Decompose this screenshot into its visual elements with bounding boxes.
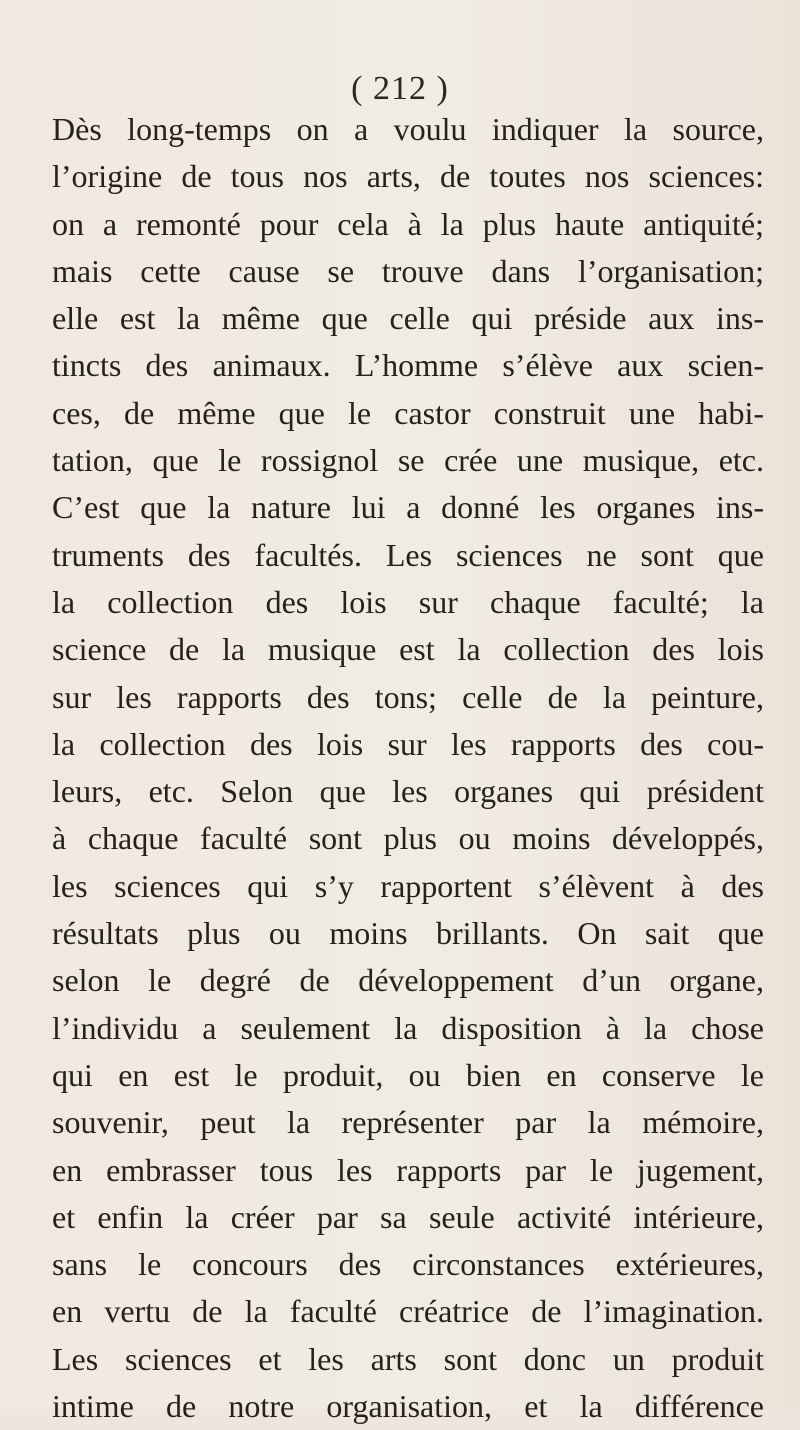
text-line: intime de notre organisation, et la différence — [52, 1388, 764, 1425]
text-line: à chaque faculté sont plus ou moins développés, — [52, 820, 764, 857]
text-line: les sciences qui s’y rapportent s’élèvent à des — [52, 867, 764, 904]
text-line: la collection des lois sur les rapports des cou- — [52, 725, 764, 762]
text-line: sans le concours des circonstances extérieures, — [52, 1246, 764, 1283]
text-line: l’origine de tous nos arts, de toutes nos sciences: — [52, 158, 764, 195]
text-line: on a remonté pour cela à la plus haute antiquité; — [52, 205, 764, 242]
page-number: ( 212 ) — [351, 70, 449, 107]
text-line: résultats plus ou moins brillants. On sait que — [52, 915, 764, 952]
text-line: la collection des lois sur chaque faculté; la — [52, 583, 764, 620]
text-line: C’est que la nature lui a donné les organes ins- — [52, 489, 764, 526]
text-line: ces, de même que le castor construit une habi- — [52, 394, 764, 431]
text-line: tation, que le rossignol se crée une musique, etc. — [52, 442, 764, 479]
body-text — [52, 106, 764, 1430]
text-line: leurs, etc. Selon que les organes qui président — [52, 773, 764, 810]
text-line: science de la musique est la collection des lois — [52, 631, 764, 668]
text-line: truments des facultés. Les sciences ne sont que — [52, 536, 764, 573]
text-line: Les sciences et les arts sont donc un produit — [52, 1340, 764, 1377]
text-line: et enfin la créer par sa seule activité intérieure, — [52, 1198, 764, 1235]
text-line: Dès long-temps on a voulu indiquer la source, — [52, 111, 764, 147]
text-line: l’individu a seulement la disposition à la chose — [52, 1009, 764, 1046]
text-line: selon le degré de développement d’un organe, — [52, 962, 764, 999]
text-line: qui en est le produit, ou bien en conserve le — [52, 1056, 764, 1093]
text-line: en vertu de la faculté créatrice de l’imagination. — [52, 1293, 764, 1330]
text-line: en embrasser tous les rapports par le jugement, — [52, 1151, 764, 1188]
text-line: mais cette cause se trouve dans l’organisation; — [52, 252, 764, 289]
text-line: souvenir, peut la représenter par la mémoire, — [52, 1104, 764, 1141]
text-line: tincts des animaux. L’homme s’élève aux scien- — [52, 347, 764, 384]
text-line: elle est la même que celle qui préside aux ins- — [52, 300, 764, 337]
text-line: sur les rapports des tons; celle de la peinture, — [52, 678, 764, 715]
